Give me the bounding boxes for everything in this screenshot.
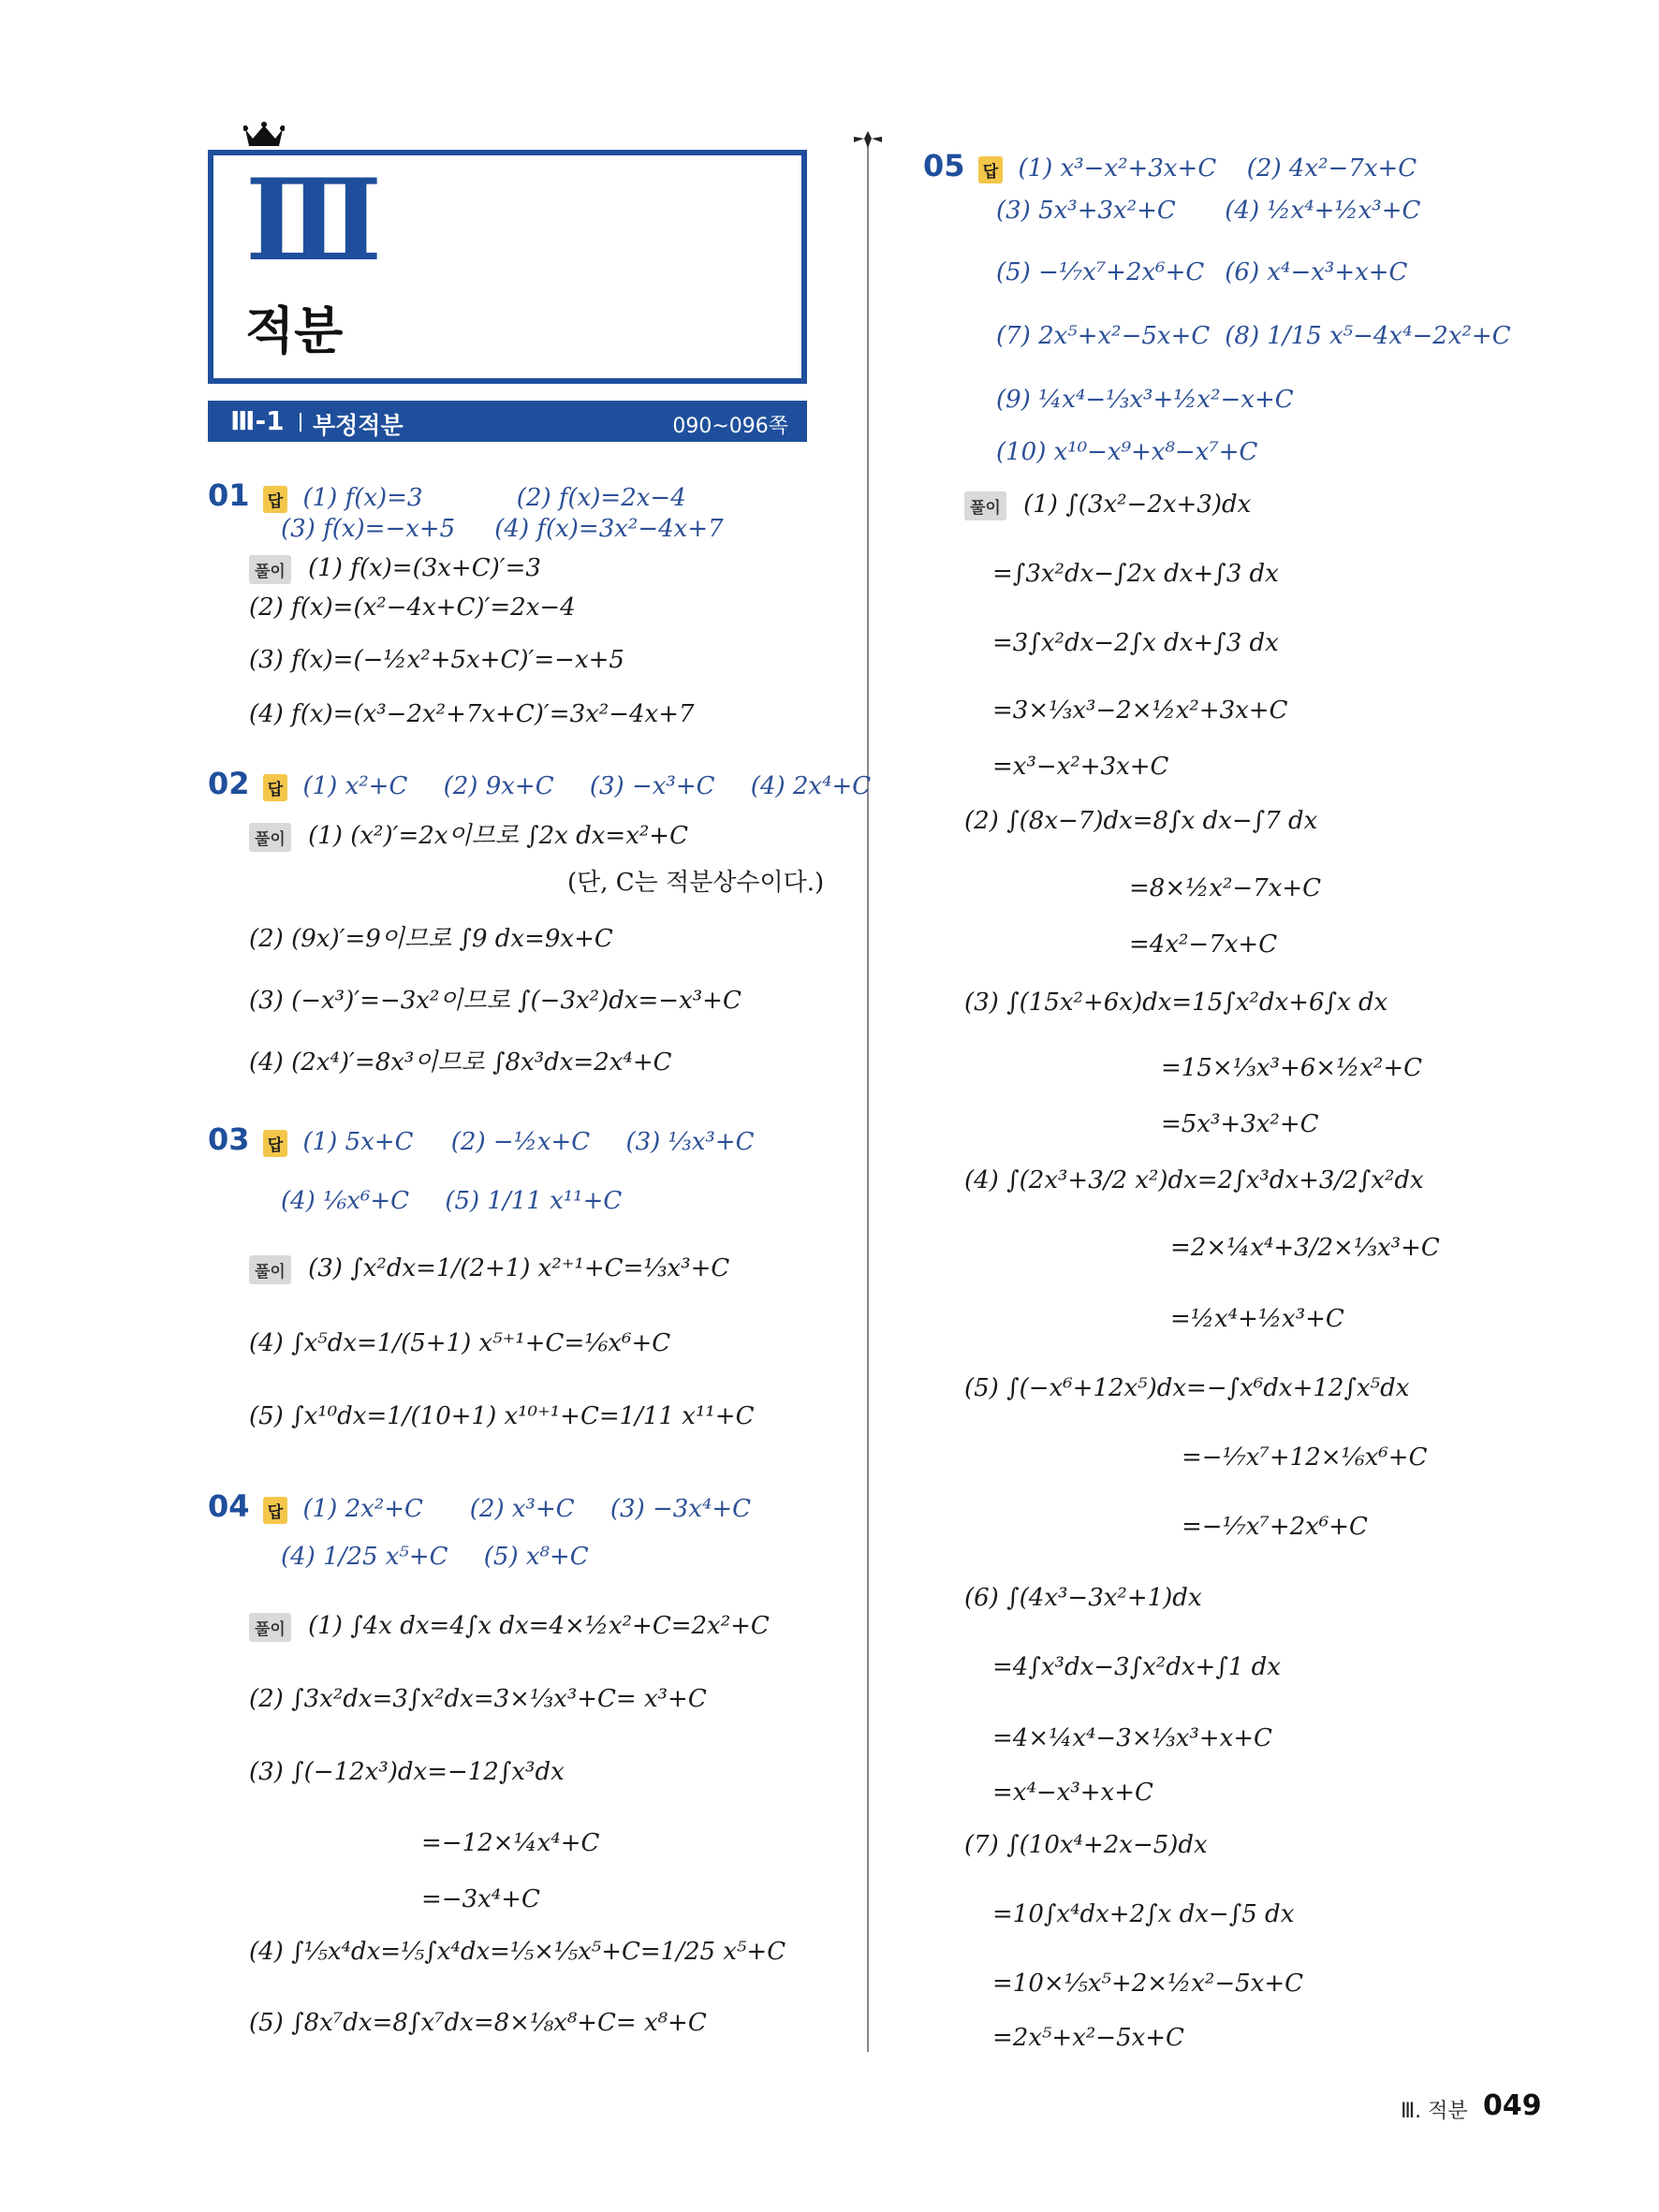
q05-solution-5c: =−⅐x⁷+2x⁶+C — [1182, 1513, 1368, 1541]
q05-answer-6: (6) x⁴−x³+x+C — [1225, 258, 1408, 286]
chapter-roman: Ⅲ — [245, 154, 383, 286]
q01-answer-3: (3) f(x)=−x+5 — [281, 515, 456, 543]
q02-solution-4: (4) (2x⁴)′=8x³이므로 ∫8x³dx=2x⁴+C — [249, 1048, 672, 1077]
q03-number: 03 — [208, 1121, 250, 1157]
section-title: 부정적분 — [313, 412, 404, 439]
q03-answer-5: (5) 1/11 x¹¹+C — [445, 1187, 623, 1215]
q03-answer-row2 — [281, 1187, 622, 1215]
q02-number: 02 — [208, 766, 250, 801]
q01-solution-1: 풀이 (1) f(x)=(3x+C)′=3 — [249, 554, 541, 584]
q05-solution-3b: =15×⅓x³+6×½x²+C — [1161, 1054, 1423, 1082]
q05-solution-7d: =2x⁵+x²−5x+C — [992, 2024, 1184, 2052]
q05-answer-7: (7) 2x⁵+x²−5x+C — [996, 322, 1211, 350]
q05-answer-8: (8) 1/15 x⁵−4x⁴−2x²+C — [1225, 322, 1511, 350]
solution-badge: 풀이 — [249, 1255, 291, 1284]
solution-badge: 풀이 — [249, 555, 291, 584]
q05-answer-3: (3) 5x³+3x²+C — [996, 197, 1176, 225]
q05-solution-5b: =−⅐x⁷+12×⅙x⁶+C — [1182, 1443, 1428, 1472]
q05-answer-row1 — [923, 148, 1417, 183]
q03-answer-4: (4) ⅙x⁶+C — [281, 1187, 410, 1215]
q04-number: 04 — [208, 1488, 250, 1524]
q03-answer-row1 — [208, 1121, 755, 1157]
q05-answer-10: (10) x¹⁰−x⁹+x⁸−x⁷+C — [996, 438, 1258, 466]
answer-badge: 답 — [263, 1497, 287, 1524]
q02-answer-1: (1) x²+C — [302, 772, 408, 800]
q05-solution-1c: =3∫x²dx−2∫x dx+∫3 dx — [992, 629, 1279, 657]
q04-solution-1: 풀이 (1) ∫4x dx=4∫x dx=4×½x²+C=2x²+C — [249, 1612, 770, 1642]
q01-solution-4: (4) f(x)=(x³−2x²+7x+C)′=3x²−4x+7 — [249, 700, 695, 728]
q05-answer-row2 — [996, 197, 1420, 225]
q01-number: 01 — [208, 477, 250, 513]
q03-answer-1: (1) 5x+C — [302, 1128, 414, 1156]
q05-solution-1: 풀이 (1) ∫(3x²−2x+3)dx — [964, 491, 1251, 520]
solution-badge: 풀이 — [249, 823, 291, 852]
q05-solution-5: (5) ∫(−x⁶+12x⁵)dx=−∫x⁶dx+12∫x⁵dx — [964, 1374, 1410, 1402]
column-divider — [867, 142, 869, 2052]
q05-solution-7b: =10∫x⁴dx+2∫x dx−∫5 dx — [992, 1900, 1295, 1928]
q04-answer-1: (1) 2x²+C — [302, 1495, 423, 1523]
q05-solution-6d: =x⁴−x³+x+C — [992, 1779, 1153, 1807]
q05-solution-3: (3) ∫(15x²+6x)dx=15∫x²dx+6∫x dx — [964, 989, 1388, 1017]
q05-answer-row3 — [996, 258, 1407, 286]
q01-solution-3: (3) f(x)=(−½x²+5x+C)′=−x+5 — [249, 646, 624, 674]
q05-solution-6b: =4∫x³dx−3∫x²dx+∫1 dx — [992, 1653, 1281, 1681]
q02-solution-note: (단, C는 적분상수이다.) — [567, 869, 825, 897]
q02-answer-4: (4) 2x⁴+C — [750, 772, 872, 800]
answer-badge: 답 — [263, 774, 287, 801]
footer-page-number: 049 — [1483, 2089, 1542, 2122]
q05-solution-6: (6) ∫(4x³−3x²+1)dx — [964, 1584, 1202, 1612]
q04-answer-5: (5) x⁸+C — [483, 1543, 589, 1571]
section-bar — [208, 401, 807, 442]
q04-solution-4: (4) ∫⅕x⁴dx=⅕∫x⁴dx=⅕×⅕x⁵+C=1/25 x⁵+C — [249, 1938, 786, 1966]
q02-answer-2: (2) 9x+C — [443, 772, 554, 800]
q01-answer-row1 — [208, 477, 686, 513]
q05-solution-3c: =5x³+3x²+C — [1161, 1110, 1319, 1138]
q01-answer-2: (2) f(x)=2x−4 — [516, 484, 686, 512]
crown-icon — [243, 122, 285, 150]
q05-answer-1: (1) x³−x²+3x+C — [1018, 154, 1217, 183]
q04-answer-row1 — [208, 1488, 751, 1524]
q05-solution-2c: =4x²−7x+C — [1129, 930, 1278, 959]
q05-answer-2: (2) 4x²−7x+C — [1246, 154, 1417, 183]
q03-answer-2: (2) −½x+C — [450, 1128, 591, 1156]
q05-solution-1b: =∫3x²dx−∫2x dx+∫3 dx — [992, 560, 1279, 588]
q05-solution-4: (4) ∫(2x³+3/2 x²)dx=2∫x³dx+3/2∫x²dx — [964, 1166, 1424, 1194]
footer-chapter: Ⅲ. 적분 — [1401, 2100, 1468, 2123]
q05-number: 05 — [923, 148, 965, 183]
q05-answer-row4 — [996, 322, 1511, 350]
solution-badge: 풀이 — [964, 491, 1006, 520]
answer-badge: 답 — [978, 156, 1003, 183]
q04-answer-4: (4) 1/25 x⁵+C — [281, 1543, 448, 1571]
q05-solution-1d: =3×⅓x³−2×½x²+3x+C — [992, 696, 1288, 725]
q04-answer-2: (2) x³+C — [469, 1495, 575, 1523]
q05-answer-9: (9) ¼x⁴−⅓x³+½x²−x+C — [996, 386, 1294, 414]
q01-solution-2: (2) f(x)=(x²−4x+C)′=2x−4 — [249, 593, 576, 622]
q05-answer-4: (4) ½x⁴+½x³+C — [1225, 197, 1421, 225]
answer-badge: 답 — [263, 1130, 287, 1157]
q04-solution-5: (5) ∫8x⁷dx=8∫x⁷dx=8×⅛x⁸+C= x⁸+C — [249, 2009, 707, 2037]
q04-solution-2: (2) ∫3x²dx=3∫x²dx=3×⅓x³+C= x³+C — [249, 1685, 707, 1713]
q05-solution-4c: =½x⁴+½x³+C — [1170, 1305, 1344, 1333]
q05-solution-6c: =4×¼x⁴−3×⅓x³+x+C — [992, 1724, 1272, 1752]
section-number: Ⅲ-1 — [230, 405, 285, 436]
answer-badge: 답 — [263, 486, 287, 513]
q04-solution-3c: =−3x⁴+C — [421, 1885, 540, 1913]
chapter-box — [208, 150, 807, 384]
q05-solution-2b: =8×½x²−7x+C — [1129, 874, 1322, 902]
q03-solution-3: (5) ∫x¹⁰dx=1/(10+1) x¹⁰⁺¹+C=1/11 x¹¹+C — [249, 1402, 755, 1430]
q04-solution-3: (3) ∫(−12x³)dx=−12∫x³dx — [249, 1758, 565, 1786]
q01-answer-1: (1) f(x)=3 — [302, 484, 423, 512]
q04-answer-row2 — [281, 1543, 589, 1571]
q03-solution-1: 풀이 (3) ∫x²dx=1/(2+1) x²⁺¹+C=⅓x³+C — [249, 1254, 729, 1284]
chapter-title: 적분 — [245, 301, 344, 360]
q01-answer-4: (4) f(x)=3x²−4x+7 — [494, 515, 724, 543]
q01-answer-row2 — [281, 515, 724, 543]
q04-solution-3b: =−12×¼x⁴+C — [421, 1829, 600, 1857]
q05-solution-1e: =x³−x²+3x+C — [992, 753, 1169, 781]
q02-answer-row — [208, 766, 871, 801]
section-divider — [300, 413, 301, 432]
q02-solution-1: 풀이 (1) (x²)′=2x이므로 ∫2x dx=x²+C — [249, 816, 688, 852]
q05-solution-7c: =10×⅕x⁵+2×½x²−5x+C — [992, 1970, 1304, 1998]
divider-ornament-icon — [852, 129, 884, 154]
q02-answer-3: (3) −x³+C — [589, 772, 715, 800]
q03-solution-2: (4) ∫x⁵dx=1/(5+1) x⁵⁺¹+C=⅙x⁶+C — [249, 1329, 671, 1357]
section-pages: 090~096쪽 — [672, 415, 788, 438]
q05-answer-5: (5) −⅐x⁷+2x⁶+C — [996, 258, 1205, 286]
q03-answer-3: (3) ⅓x³+C — [625, 1128, 755, 1156]
q05-solution-2: (2) ∫(8x−7)dx=8∫x dx−∫7 dx — [964, 807, 1318, 835]
q05-solution-7: (7) ∫(10x⁴+2x−5)dx — [964, 1831, 1208, 1859]
q02-solution-3: (3) (−x³)′=−3x²이므로 ∫(−3x²)dx=−x³+C — [249, 987, 741, 1015]
solution-badge: 풀이 — [249, 1613, 291, 1642]
q05-solution-4b: =2×¼x⁴+3/2×⅓x³+C — [1170, 1234, 1440, 1262]
q04-answer-3: (3) −3x⁴+C — [609, 1495, 752, 1523]
q02-solution-2: (2) (9x)′=9이므로 ∫9 dx=9x+C — [249, 925, 613, 953]
